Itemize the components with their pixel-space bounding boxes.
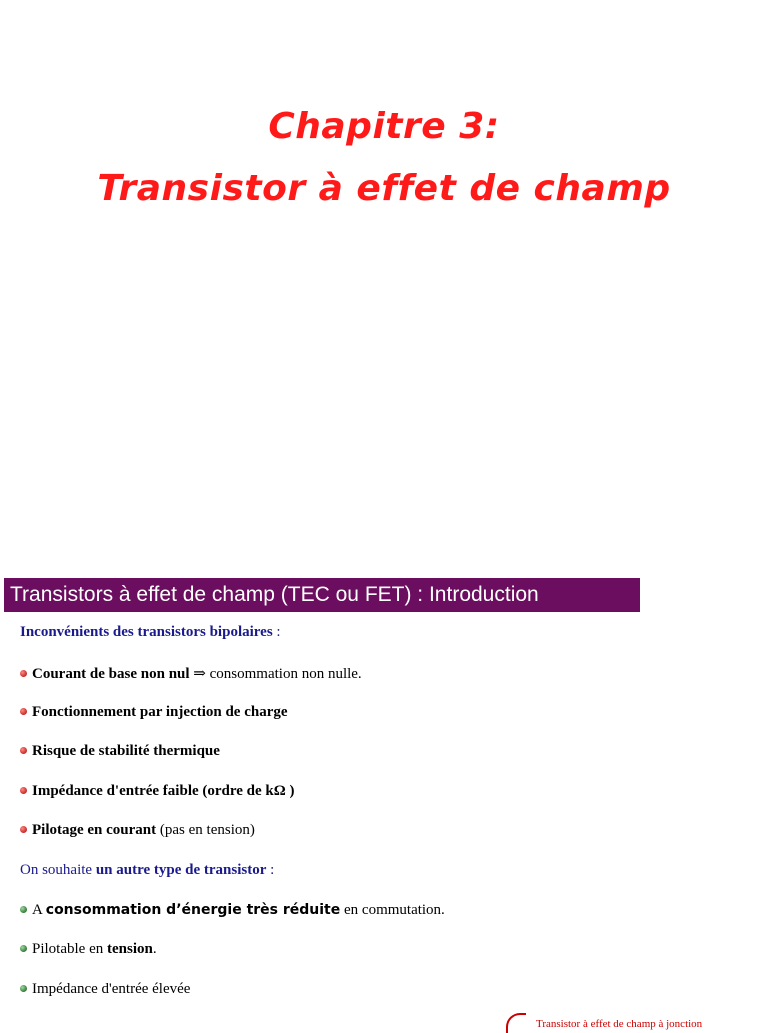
chapter-title: Chapitre 3: (268, 106, 500, 147)
chapter-subtitle: Transistor à effet de champ (97, 168, 671, 209)
list-item (20, 822, 255, 839)
green-bullet-icon (20, 985, 27, 992)
red-bullet-icon (20, 708, 27, 715)
wish-pre: On souhaite (20, 862, 96, 878)
item-bold: Courant de base non nul (32, 666, 190, 682)
list-item (20, 902, 445, 919)
green-bullet-icon (20, 906, 27, 913)
wish-rest: : (266, 862, 275, 878)
list-item (20, 743, 220, 760)
intro-rest: : (272, 624, 281, 640)
item-pre: Impédance d'entrée élevée (32, 981, 191, 997)
item-bold: Risque de stabilité thermique (32, 743, 220, 759)
item-pre: Pilotable en (32, 941, 107, 957)
green-bullet-icon (20, 945, 27, 952)
list-item (20, 783, 295, 800)
red-bullet-icon (20, 787, 27, 794)
item-bold: Impédance d'entrée faible (ordre de kΩ ) (32, 783, 295, 799)
item-bold: Fonctionnement par injection de charge (32, 704, 288, 720)
red-bullet-icon (20, 826, 27, 833)
list-item (20, 704, 288, 721)
item-bold: consommation d’énergie très réduite (45, 902, 341, 918)
wish-bold: un autre type de transistor (95, 862, 267, 878)
intro-line (20, 624, 281, 641)
list-item (20, 941, 157, 958)
red-bullet-icon (20, 670, 27, 677)
item-rest: . (152, 941, 157, 957)
next-slide-link[interactable]: Transistor à effet de champ à jonction (536, 1018, 703, 1030)
item-bold: Pilotage en courant (32, 822, 157, 838)
slide-introduction (0, 576, 768, 1030)
curve-arrow-icon (506, 1013, 526, 1033)
list-item (20, 981, 190, 998)
list-item (20, 664, 362, 683)
item-rest: (pas en tension) (156, 822, 255, 838)
item-rest: ⇒ consommation non nulle. (189, 666, 362, 682)
intro-bold: Inconvénients des transistors bipolaires (20, 624, 273, 640)
red-bullet-icon (20, 747, 27, 754)
item-rest: en commutation. (340, 902, 445, 918)
item-pre: A (32, 902, 46, 918)
wish-line (20, 862, 274, 879)
slide-header: Transistors à effet de champ (TEC ou FET) : Introduction (4, 578, 640, 612)
item-bold: tension (107, 941, 153, 957)
